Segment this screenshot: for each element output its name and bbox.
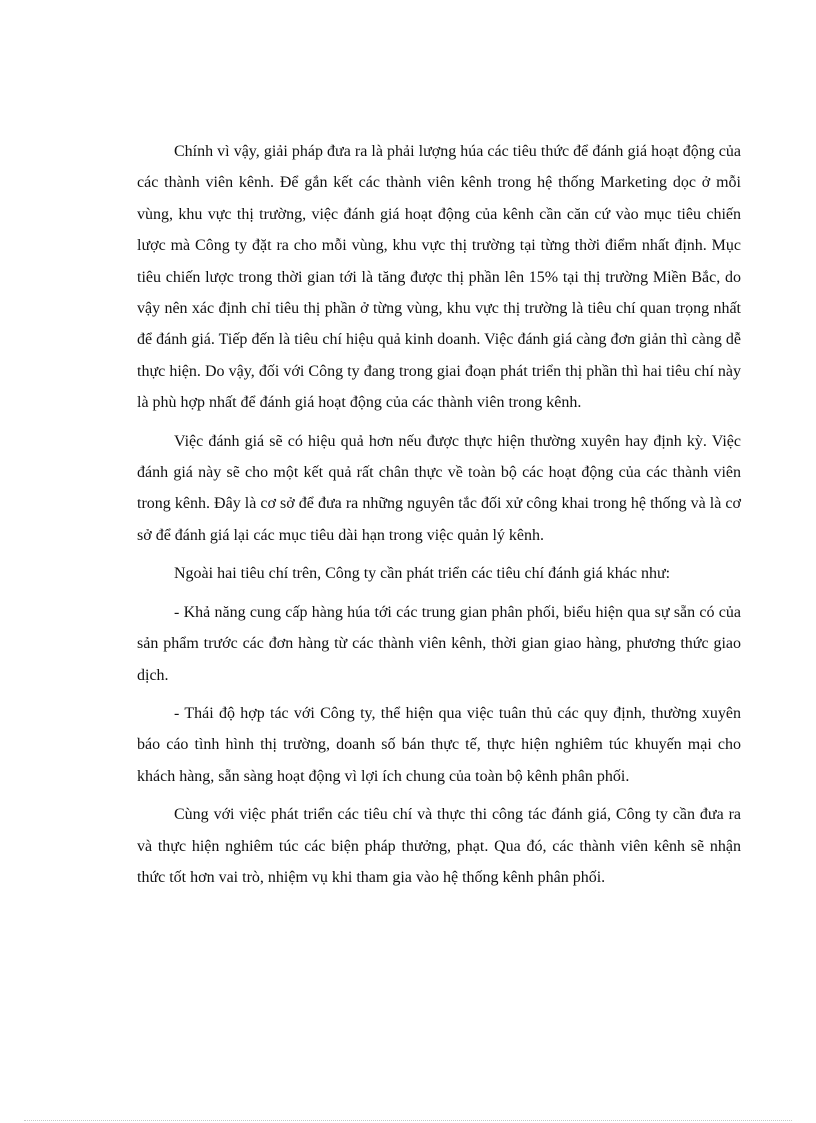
paragraph-rewards-penalties: Cùng với việc phát triển các tiêu chí và thực thi công tác đánh giá, Công ty cần đưa ra và thực hiện nghiêm túc các biện pháp thưởng, phạt. Qua đó, các thành viên kênh sẽ nhận thức tốt hơn vai trò, nhiệm vụ khi tham gia vào hệ thống kênh phân phối. [137, 806, 741, 886]
paragraph-supply-capability: - Khả năng cung cấp hàng húa tới các trung gian phân phối, biểu hiện qua sự sẵn có của sản phẩm trước các đơn hàng từ các thành viên kênh, thời gian giao hàng, phương thức giao dịch. [137, 603, 741, 684]
paragraph-other-criteria-intro: Ngoài hai tiêu chí trên, Công ty cần phát triển các tiêu chí đánh giá khác như: [174, 565, 671, 583]
document-body [137, 136, 741, 900]
paragraph-cooperation-attitude: - Thái độ hợp tác với Công ty, thể hiện qua việc tuân thủ các quy định, thường xuyên báo cáo tình hình thị trường, doanh số bán thực tế, thực hiện nghiêm túc khuyến mại cho khách hàng, sẵn sàng hoạt động vì lợi ích chung của toàn bộ kênh phân phối. [137, 704, 741, 785]
paragraph-evaluation-criteria: Chính vì vậy, giải pháp đưa ra là phải lượng húa các tiêu thức để đánh giá hoạt động của các thành viên kênh. Để gắn kết các thành viên kênh trong hệ thống Marketing dọc ở mỗi vùng, khu vực thị trường, việc đánh giá hoạt động của kênh cần căn cứ vào mục tiêu chiến lược mà Công ty đặt ra cho mỗi vùng, khu vực thị trường tại từng thời điểm nhất định. Mục tiêu chiến lược trong thời gian tới là tăng được thị phần lên 15% tại thị trường Miền Bắc, do vậy nên xác định chỉ tiêu thị phần ở từng vùng, khu vực thị trường là tiêu chí quan trọng nhất để đánh giá. Tiếp đến là tiêu chí hiệu quả kinh doanh. Việc đánh giá càng đơn giản thì càng dễ thực hiện. Do vậy, đối với Công ty đang trong giai đoạn phát triển thị phần thì hai tiêu chí này là phù hợp nhất để đánh giá hoạt động của các thành viên trong kênh. [137, 143, 741, 412]
page-bottom-divider [24, 1120, 792, 1121]
paragraph-periodic-evaluation: Việc đánh giá sẽ có hiệu quả hơn nếu được thực hiện thường xuyên hay định kỳ. Việc đánh giá này sẽ cho một kết quả rất chân thực về toàn bộ các hoạt động của các thành viên trong kênh. Đây là cơ sở để đưa ra những nguyên tắc đối xử công khai trong hệ thống và là cơ sở để đánh giá lại các mục tiêu dài hạn trong việc quản lý kênh. [137, 432, 741, 544]
